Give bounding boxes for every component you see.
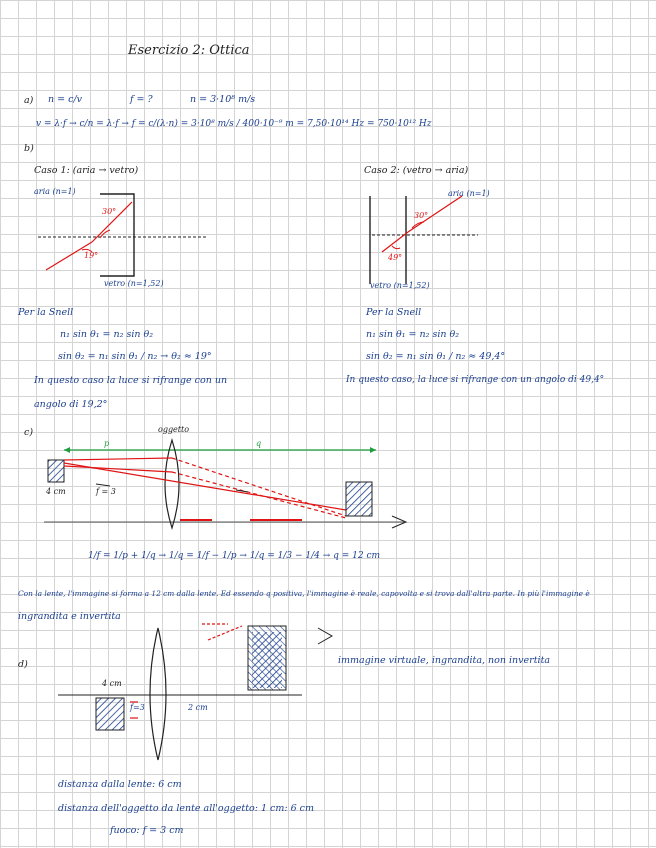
part-a-label: a) [24, 95, 34, 106]
part-b-label: b) [24, 143, 34, 154]
case1-law: Per la Snell [18, 307, 74, 318]
case1-conclusion-2: angolo di 19,2° [34, 399, 108, 410]
part-a-line1-right: n = 3·10⁸ m/s [190, 94, 256, 105]
part-a-line1-left: n = c/v [48, 94, 83, 105]
part-c-explanation-1: Con la lente, l'immagine si forma a 12 cm dalla lente. Ed essendo q positiva, l'immagine è reale, capovolta e si trova dall'altra parte. In più l'immagine è [18, 589, 590, 598]
case1-conclusion-1: In questo caso la luce si rifrange con un [34, 375, 228, 386]
case1-angle-incident: 30° [102, 207, 117, 216]
refraction-diagram-case1 [38, 194, 206, 276]
part-d-line2: distanza dell'oggetto da lente all'oggetto: 1 cm: 6 cm [58, 803, 314, 814]
lens-equation: 1/f = 1/p + 1/q → 1/q = 1/f − 1/p → 1/q = 1/3 − 1/4 → q = 12 cm [88, 551, 381, 561]
case1-eq1: n₁ sin θ₁ = n₂ sin θ₂ [60, 329, 154, 340]
image-note: immagine virtuale, ingrandita, non invertita [338, 655, 551, 666]
case2-conclusion: In questo caso, la luce si rifrange con un angolo di 49,4° [346, 375, 605, 385]
case1-medium-top: aria (n=1) [34, 187, 76, 196]
case2-eq2: sin θ₂ = n₁ sin θ₁ / n₂ ≈ 49,4° [366, 351, 506, 362]
case1-eq2: sin θ₂ = n₁ sin θ₁ / n₂ → θ₂ ≈ 19° [58, 351, 212, 362]
object-label-c: 4 cm [46, 487, 66, 496]
case1-medium-bottom: vetro (n=1,52) [104, 279, 164, 288]
case2-medium-bottom: vetro (n=1,52) [370, 281, 430, 290]
refraction-diagram-case2 [370, 196, 478, 284]
p-label: p [104, 439, 110, 448]
case2-medium-top: aria (n=1) [448, 189, 490, 198]
part-c-label: c) [24, 427, 34, 438]
part-d-line1: distanza dalla lente: 6 cm [58, 779, 182, 790]
case2-angle-incident: 30° [414, 211, 429, 220]
case1-angle-refracted: 19° [84, 251, 99, 260]
part-a-line1-mid: f = ? [130, 94, 153, 105]
distance-label-d: 2 cm [188, 703, 208, 712]
case2-angle-refracted: 49° [388, 253, 403, 262]
part-d-line3: fuoco: f = 3 cm [110, 825, 184, 836]
case1-heading: Caso 1: (aria → vetro) [34, 165, 139, 176]
focus-label-d: f=3 [130, 703, 145, 712]
focus-label-c: f = 3 [96, 487, 116, 496]
lens-diagram-d [58, 624, 332, 760]
q-label: q [256, 439, 262, 448]
case2-heading: Caso 2: (vetro → aria) [364, 165, 469, 176]
page-title: Esercizio 2: Ottica [128, 43, 250, 58]
part-a-line2: v = λ·f → c/n = λ·f → f = c/(λ·n) = 3·10⁸ m/s / 400·10⁻⁹ m = 7,50·10¹⁴ Hz = 750·10¹² Hz [36, 119, 432, 129]
lens-label: oggetto [158, 425, 190, 434]
case2-law: Per la Snell [366, 307, 422, 318]
part-c-explanation-2: ingrandita e invertita [18, 611, 121, 622]
part-d-label: d) [18, 659, 28, 670]
object-label-d: 4 cm [102, 679, 122, 688]
lens-diagram-c [44, 440, 406, 528]
case2-eq1: n₁ sin θ₁ = n₂ sin θ₂ [366, 329, 460, 340]
